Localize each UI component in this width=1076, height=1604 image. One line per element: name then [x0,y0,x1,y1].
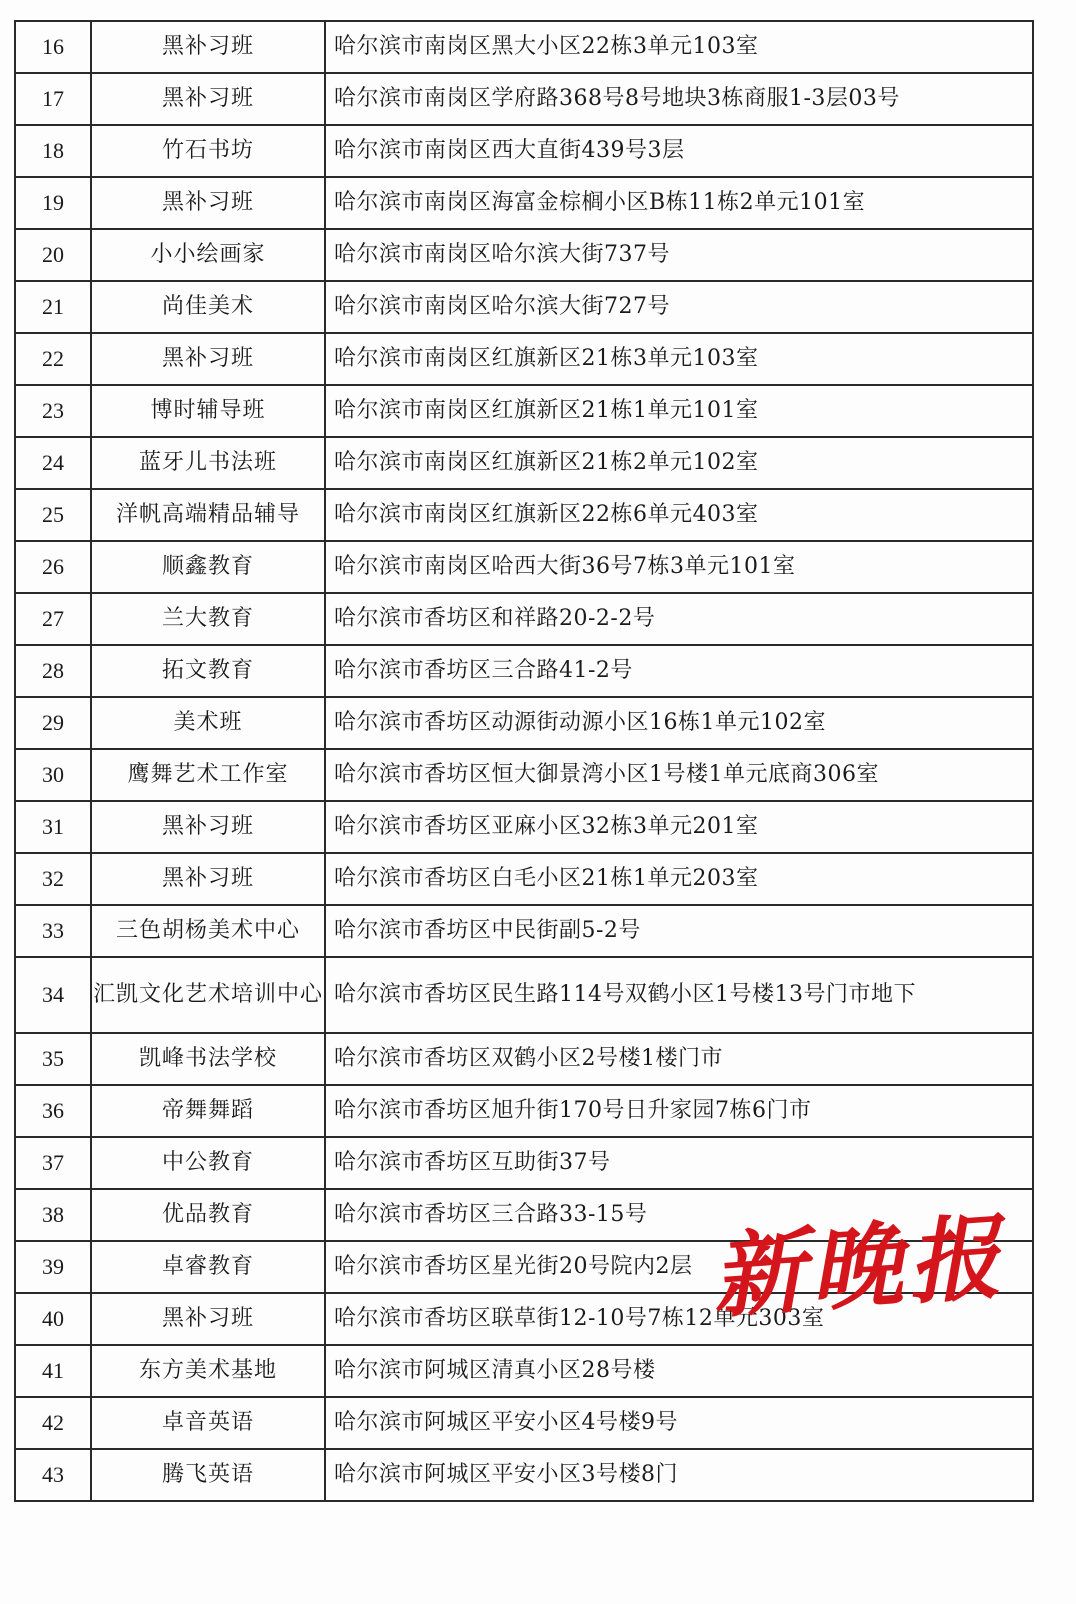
institution-name: 黑补习班 [91,1293,325,1345]
row-number: 25 [15,489,91,541]
institution-name: 美术班 [91,697,325,749]
table-row [15,593,1033,645]
institution-address: 哈尔滨市南岗区哈西大街36号7栋3单元101室 [325,541,1033,593]
institution-name: 鹰舞艺术工作室 [91,749,325,801]
institution-address: 哈尔滨市南岗区哈尔滨大街727号 [325,281,1033,333]
institution-address: 哈尔滨市香坊区民生路114号双鹤小区1号楼13号门市地下 [325,957,1033,1033]
row-number: 41 [15,1345,91,1397]
table-row [15,905,1033,957]
table-row [15,437,1033,489]
institution-name: 兰大教育 [91,593,325,645]
table-row [15,1449,1033,1501]
institution-name: 黑补习班 [91,73,325,125]
row-number: 21 [15,281,91,333]
table-row [15,1085,1033,1137]
institution-address: 哈尔滨市南岗区学府路368号8号地块3栋商服1-3层03号 [325,73,1033,125]
institution-name: 黑补习班 [91,177,325,229]
institution-address: 哈尔滨市阿城区平安小区3号楼8门 [325,1449,1033,1501]
table-row [15,21,1033,73]
row-number: 24 [15,437,91,489]
institution-address: 哈尔滨市南岗区哈尔滨大街737号 [325,229,1033,281]
institution-name: 顺鑫教育 [91,541,325,593]
newspaper-watermark: 新晚报 [708,1202,1010,1332]
row-number: 17 [15,73,91,125]
institution-address: 哈尔滨市香坊区双鹤小区2号楼1楼门市 [325,1033,1033,1085]
row-number: 33 [15,905,91,957]
row-number: 30 [15,749,91,801]
institution-address: 哈尔滨市阿城区清真小区28号楼 [325,1345,1033,1397]
row-number: 36 [15,1085,91,1137]
institution-address: 哈尔滨市香坊区星光街20号院内2层 [325,1241,1033,1293]
institution-name: 黑补习班 [91,853,325,905]
table-row [15,333,1033,385]
table-row [15,801,1033,853]
row-number: 18 [15,125,91,177]
institution-address: 哈尔滨市阿城区平安小区4号楼9号 [325,1397,1033,1449]
row-number: 37 [15,1137,91,1189]
institution-name: 黑补习班 [91,333,325,385]
row-number: 34 [15,957,91,1033]
row-number: 42 [15,1397,91,1449]
institution-address: 哈尔滨市香坊区白毛小区21栋1单元203室 [325,853,1033,905]
institution-name: 洋帆高端精品辅导 [91,489,325,541]
row-number: 38 [15,1189,91,1241]
institution-address: 哈尔滨市南岗区海富金棕榈小区B栋11栋2单元101室 [325,177,1033,229]
institution-name: 凯峰书法学校 [91,1033,325,1085]
row-number: 39 [15,1241,91,1293]
institution-name: 三色胡杨美术中心 [91,905,325,957]
institution-name: 黑补习班 [91,21,325,73]
institution-name: 黑补习班 [91,801,325,853]
institution-address: 哈尔滨市香坊区旭升街170号日升家园7栋6门市 [325,1085,1033,1137]
institution-name: 帝舞舞蹈 [91,1085,325,1137]
row-number: 40 [15,1293,91,1345]
institution-name: 东方美术基地 [91,1345,325,1397]
institution-address: 哈尔滨市香坊区和祥路20-2-2号 [325,593,1033,645]
table-row [15,385,1033,437]
institution-name: 博时辅导班 [91,385,325,437]
row-number: 22 [15,333,91,385]
institution-address: 哈尔滨市香坊区互助街37号 [325,1137,1033,1189]
table-row [15,957,1033,1033]
institution-address: 哈尔滨市香坊区动源街动源小区16栋1单元102室 [325,697,1033,749]
table-row [15,1137,1033,1189]
row-number: 29 [15,697,91,749]
table-row [15,229,1033,281]
institution-address: 哈尔滨市南岗区红旗新区22栋6单元403室 [325,489,1033,541]
row-number: 31 [15,801,91,853]
institution-name: 卓睿教育 [91,1241,325,1293]
institution-name: 小小绘画家 [91,229,325,281]
institution-address: 哈尔滨市香坊区恒大御景湾小区1号楼1单元底商306室 [325,749,1033,801]
table-row [15,645,1033,697]
table-row [15,73,1033,125]
institution-address: 哈尔滨市南岗区红旗新区21栋3单元103室 [325,333,1033,385]
row-number: 23 [15,385,91,437]
institution-address: 哈尔滨市香坊区三合路33-15号 [325,1189,1033,1241]
table-row [15,489,1033,541]
institution-name: 竹石书坊 [91,125,325,177]
row-number: 20 [15,229,91,281]
institution-address: 哈尔滨市香坊区亚麻小区32栋3单元201室 [325,801,1033,853]
table-row [15,1345,1033,1397]
institution-address: 哈尔滨市香坊区三合路41-2号 [325,645,1033,697]
institution-name: 汇凯文化艺术培训中心 [91,957,325,1033]
row-number: 43 [15,1449,91,1501]
row-number: 26 [15,541,91,593]
row-number: 16 [15,21,91,73]
table-row [15,541,1033,593]
institution-name: 尚佳美术 [91,281,325,333]
table-row [15,125,1033,177]
institution-name: 拓文教育 [91,645,325,697]
institution-address: 哈尔滨市香坊区联草街12-10号7栋12单元303室 [325,1293,1033,1345]
row-number: 35 [15,1033,91,1085]
institution-address: 哈尔滨市南岗区红旗新区21栋2单元102室 [325,437,1033,489]
table-row [15,177,1033,229]
institution-name: 蓝牙儿书法班 [91,437,325,489]
table-row [15,281,1033,333]
row-number: 28 [15,645,91,697]
institution-name: 卓音英语 [91,1397,325,1449]
table-row [15,1033,1033,1085]
table-row [15,1397,1033,1449]
row-number: 19 [15,177,91,229]
institution-name: 中公教育 [91,1137,325,1189]
table-row [15,853,1033,905]
institution-address: 哈尔滨市南岗区西大直街439号3层 [325,125,1033,177]
row-number: 32 [15,853,91,905]
institution-address: 哈尔滨市南岗区红旗新区21栋1单元101室 [325,385,1033,437]
institution-address: 哈尔滨市南岗区黑大小区22栋3单元103室 [325,21,1033,73]
institution-address: 哈尔滨市香坊区中民街副5-2号 [325,905,1033,957]
table-row [15,697,1033,749]
institution-name: 腾飞英语 [91,1449,325,1501]
institution-name: 优品教育 [91,1189,325,1241]
row-number: 27 [15,593,91,645]
table-row [15,749,1033,801]
